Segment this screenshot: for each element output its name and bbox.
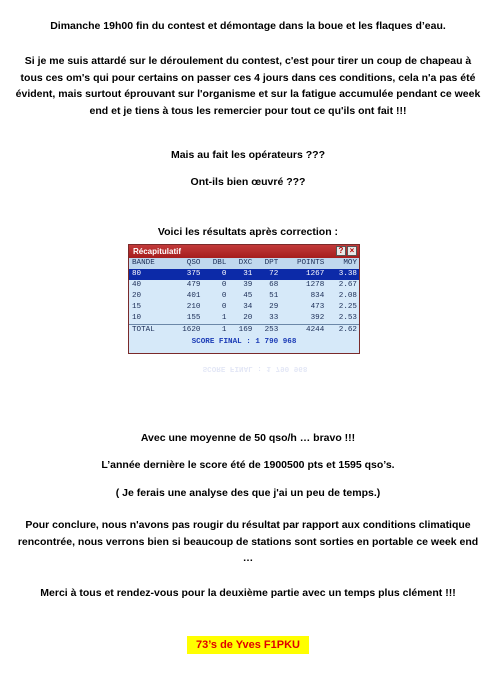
results-header-row	[129, 258, 359, 269]
cell: 20	[243, 314, 253, 322]
close-button[interactable]: ×	[347, 246, 357, 256]
cell: 2.25	[338, 303, 357, 311]
cell: 1	[202, 325, 228, 337]
cell: 34	[243, 303, 253, 311]
results-table	[129, 258, 359, 336]
cell: 1620	[170, 325, 203, 337]
table-row[interactable]	[129, 280, 359, 291]
recap-title: Récapitulatif	[133, 247, 182, 256]
paragraph-last-year: L’année dernière le score été de 1900500 pts et 1595 qso’s.	[101, 459, 395, 471]
cell: 0	[221, 292, 227, 300]
paragraph-operators-question: Mais au fait les opérateurs ???	[170, 149, 326, 161]
cell: 473	[310, 303, 325, 311]
cell: 33	[269, 314, 279, 322]
cell: 169	[228, 325, 254, 337]
col-dpt: DPT	[254, 258, 280, 269]
cell: 1278	[306, 281, 325, 289]
col-dxc: DXC	[228, 258, 254, 269]
cell: 155	[186, 314, 201, 322]
cell: 1267	[280, 269, 326, 280]
help-button[interactable]: ?	[336, 246, 346, 256]
paragraph-average: Avec une moyenne de 50 qso/h … bravo !!!	[140, 432, 356, 444]
cell: 210	[186, 303, 201, 311]
paragraph-thanks: Si je me suis attardé sur le déroulement du contest, c'est pour tirer un coup de chapeau à tous ces om's qui pour certains on passer ces 4 jours dans ces conditions, cela n'a pas été évident, mais surtout éprouvant sur l'organisme et sur la fatigue accumulée pendant ce week end et je tiens à tous les remercier pour tout ce qu'ils ont fait !!!	[15, 55, 481, 117]
cell: 3.38	[326, 269, 359, 280]
paragraph-results-intro: Voici les résultats après correction :	[157, 226, 339, 238]
col-qso: QSO	[170, 258, 203, 269]
table-row[interactable]	[129, 313, 359, 325]
paragraph-conclusion: Pour conclure, nous n'avons pas rougir du résultat par rapport aux conditions climatique rencontrée, nous verrons bien si beaucoup de stations sont sorties en portable ce week end …	[17, 519, 479, 564]
cell: 0	[202, 269, 228, 280]
paragraph-work-question: Ont-ils bien œuvré ???	[190, 176, 306, 188]
cell: TOTAL	[129, 325, 170, 337]
cell: 40	[132, 281, 142, 289]
table-row[interactable]	[129, 269, 359, 280]
cell: 401	[186, 292, 201, 300]
col-bande: BANDE	[129, 258, 170, 269]
cell: 4244	[280, 325, 326, 337]
cell: 392	[310, 314, 325, 322]
cell: 253	[254, 325, 280, 337]
cell: 39	[243, 281, 253, 289]
col-moy: MOY	[326, 258, 359, 269]
cell: 834	[310, 292, 325, 300]
recap-title-bar	[129, 245, 359, 258]
cell: 375	[170, 269, 203, 280]
cell: 0	[221, 281, 227, 289]
cell: 29	[269, 303, 279, 311]
final-score: SCORE FINAL : 1 790 968	[191, 338, 297, 346]
cell: 1	[221, 314, 227, 322]
cell: 0	[221, 303, 227, 311]
total-row	[129, 325, 359, 337]
cell: 51	[269, 292, 279, 300]
cell: 68	[269, 281, 279, 289]
paragraph-analysis: ( Je ferais une analyse des que j'ai un peu de temps.)	[115, 487, 381, 499]
cell: 31	[228, 269, 254, 280]
cell: 479	[186, 281, 201, 289]
col-points: POINTS	[280, 258, 326, 269]
final-score-reflection: SCORE FINAL : 1 790 968	[202, 364, 308, 372]
cell: 80	[129, 269, 170, 280]
cell: 45	[243, 292, 253, 300]
cell: 2.08	[338, 292, 357, 300]
cell: 72	[254, 269, 280, 280]
cell: 10	[132, 314, 142, 322]
cell: 2.62	[326, 325, 359, 337]
cell: 2.53	[338, 314, 357, 322]
cell: 15	[132, 303, 142, 311]
signature: 73’s de Yves F1PKU	[187, 636, 309, 654]
recap-window	[128, 244, 360, 354]
paragraph-closing: Merci à tous et rendez-vous pour la deuxième partie avec un temps plus clément !!!	[40, 587, 456, 599]
table-row[interactable]	[129, 291, 359, 302]
table-row[interactable]	[129, 302, 359, 313]
col-dbl: DBL	[202, 258, 228, 269]
paragraph-end-of-contest: Dimanche 19h00 fin du contest et démontage dans la boue et les flaques d’eau.	[50, 20, 446, 32]
cell: 20	[132, 292, 142, 300]
cell: 2.67	[338, 281, 357, 289]
